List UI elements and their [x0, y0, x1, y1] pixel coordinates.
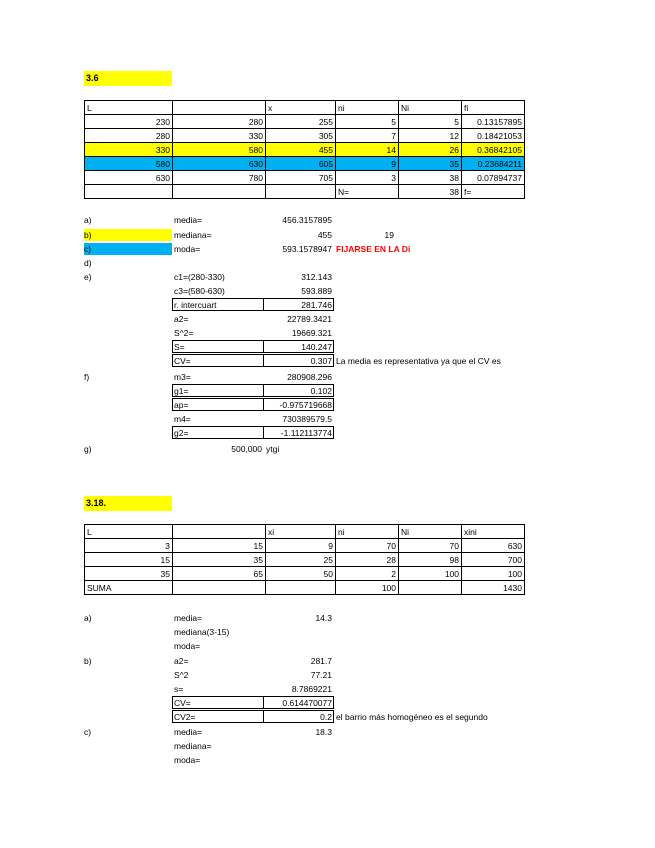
ap-value: -0.975719668	[279, 400, 332, 410]
table-cell: 700	[462, 553, 525, 567]
desviacion-value: 140.247	[301, 342, 332, 352]
desviacion-label: S=	[174, 342, 185, 352]
label-box	[172, 340, 264, 353]
header-cell: L	[85, 525, 173, 539]
media-label: media=	[174, 613, 203, 623]
table-cell: 70	[399, 539, 462, 553]
header-cell: xi	[266, 525, 336, 539]
m4-label: m4=	[174, 414, 191, 424]
table-row	[85, 129, 525, 143]
table-cell: 630	[173, 157, 266, 171]
sum-xini: 1430	[462, 581, 525, 595]
header-cell: fi	[462, 101, 525, 115]
header-cell: xini	[462, 525, 525, 539]
table-cell: 38	[399, 171, 462, 185]
table-cell: 580	[173, 143, 266, 157]
table-cell: 100	[399, 567, 462, 581]
item-letter-b: b)	[84, 229, 172, 241]
c1-value: 312.143	[301, 272, 332, 282]
moda-label: moda=	[174, 244, 201, 254]
table-cell: 280	[85, 129, 173, 143]
m4-value: 730389579.5	[282, 414, 332, 424]
item-letter-c: c)	[84, 727, 92, 737]
section-title-3-6: 3.6	[84, 71, 172, 86]
f-label: f=	[462, 185, 525, 199]
g2-value: -1.112113774	[280, 428, 332, 438]
item-letter-a: a)	[84, 613, 92, 623]
table-cell: 9	[336, 157, 399, 171]
table-cell: 580	[85, 157, 173, 171]
c1-label: c1=(280-330)	[174, 272, 225, 282]
cv2-value: 0.2	[320, 712, 332, 722]
table-row	[85, 171, 525, 185]
table-cell: 98	[399, 553, 462, 567]
g1-label: g1=	[174, 386, 189, 396]
table-cell: 5	[399, 115, 462, 129]
table-header-row	[85, 101, 525, 115]
header-cell: Ni	[399, 101, 462, 115]
a2-value: 22789.3421	[287, 314, 332, 324]
item-letter-a: a)	[84, 215, 92, 225]
table-cell: 780	[173, 171, 266, 185]
table-cell: 0.23684211	[462, 157, 525, 171]
table-cell: 630	[462, 539, 525, 553]
table-row	[85, 567, 525, 581]
table-cell: 35	[173, 553, 266, 567]
cv-note: La media es representativa ya que el CV es	[336, 356, 501, 366]
table-row	[85, 115, 525, 129]
varianza-label: S^2=	[174, 328, 194, 338]
a2-label: a2=	[174, 656, 189, 666]
table-cell: 280	[173, 115, 266, 129]
cv-note: el barrio más homogéneo es el segundo	[336, 712, 488, 722]
table-cell	[266, 185, 336, 199]
varianza-label: S^2	[174, 670, 189, 680]
table-cell: 0.18421053	[462, 129, 525, 143]
moda-label: moda=	[174, 641, 201, 651]
table-row-highlight-yellow	[85, 143, 525, 157]
cv-value: 0.614470077	[282, 698, 332, 708]
media-label: media=	[174, 727, 203, 737]
media-value: 14.3	[315, 613, 332, 623]
table-cell: 305	[266, 129, 336, 143]
desviacion-label: s=	[174, 684, 184, 694]
mediana-label: mediana=	[174, 741, 212, 751]
media-label: media=	[174, 215, 203, 225]
mediana-value: 455	[317, 230, 332, 240]
g-value: 500,000	[231, 444, 262, 454]
table-header-row	[85, 525, 525, 539]
table-cell: 35	[85, 567, 173, 581]
table-cell: 14	[336, 143, 399, 157]
media-value: 18.3	[315, 727, 332, 737]
cv-label: CV=	[174, 356, 191, 366]
header-cell: ni	[336, 525, 399, 539]
table-cell: 5	[336, 115, 399, 129]
g1-value: 0.102	[310, 386, 332, 396]
table-cell: 0.36842105	[462, 143, 525, 157]
media-value: 456.3157895	[282, 215, 332, 225]
ap-label: ap=	[174, 400, 189, 410]
sum-label: SUMA	[85, 581, 173, 595]
table-cell: 2	[336, 567, 399, 581]
mediana-extra-value: 19	[384, 230, 394, 240]
table-cell: 330	[85, 143, 173, 157]
moda-note: FIJARSE EN LA Di	[336, 244, 411, 254]
sum-ni: 100	[336, 581, 399, 595]
c3-label: c3=(580-630)	[174, 286, 225, 296]
table-cell: 7	[336, 129, 399, 143]
table-cell: 15	[173, 539, 266, 553]
table-cell: 630	[85, 171, 173, 185]
table-cell: 35	[399, 157, 462, 171]
table-cell: 50	[266, 567, 336, 581]
m3-value: 280908.296	[287, 372, 332, 382]
header-cell: Ni	[399, 525, 462, 539]
g2-label: g2=	[174, 428, 189, 438]
table-cell: 26	[399, 143, 462, 157]
moda-label: moda=	[174, 755, 201, 765]
frequency-table-3-18	[84, 524, 525, 595]
table-cell: 25	[266, 553, 336, 567]
cv-value: 0.307	[310, 356, 332, 366]
cv2-label: CV2=	[174, 712, 196, 722]
cv-label: CV=	[174, 698, 191, 708]
section-title-3-18: 3.18.	[84, 496, 172, 511]
a2-value: 281.7	[310, 656, 332, 666]
header-cell: x	[266, 101, 336, 115]
rango-intercuartilico-value: 281.746	[301, 300, 332, 310]
table-row	[85, 539, 525, 553]
table-cell	[399, 581, 462, 595]
table-cell: 28	[336, 553, 399, 567]
table-cell: 12	[399, 129, 462, 143]
table-cell: 0.07894737	[462, 171, 525, 185]
rango-intercuartilico-label: r. intercuart	[174, 300, 217, 310]
table-cell: 330	[173, 129, 266, 143]
g-text: ytgi	[266, 444, 280, 454]
table-cell: 605	[266, 157, 336, 171]
a2-label: a2=	[174, 314, 189, 324]
table-cell: 9	[266, 539, 336, 553]
table-cell: 0.13157895	[462, 115, 525, 129]
table-total-row	[85, 185, 525, 199]
header-cell: ni	[336, 101, 399, 115]
table-cell: 255	[266, 115, 336, 129]
item-letter-g: g)	[84, 444, 92, 454]
moda-value: 593.1578947	[282, 244, 332, 254]
table-sum-row	[85, 581, 525, 595]
n-label: N=	[336, 185, 399, 199]
table-cell	[173, 185, 266, 199]
table-cell	[266, 581, 336, 595]
header-cell: L	[85, 101, 173, 115]
varianza-value: 77.21	[310, 670, 332, 680]
item-letter-c: c)	[84, 243, 172, 255]
table-cell: 705	[266, 171, 336, 185]
header-cell	[173, 525, 266, 539]
table-cell: 3	[336, 171, 399, 185]
header-cell	[173, 101, 266, 115]
table-row	[85, 553, 525, 567]
table-row-highlight-blue	[85, 157, 525, 171]
n-value: 38	[399, 185, 462, 199]
table-cell: 70	[336, 539, 399, 553]
table-cell: 455	[266, 143, 336, 157]
table-cell: 65	[173, 567, 266, 581]
desviacion-value: 8.7869221	[291, 684, 332, 694]
table-cell: 230	[85, 115, 173, 129]
item-letter-b: b)	[84, 656, 92, 666]
mediana-label: mediana(3-15)	[174, 627, 230, 637]
frequency-table-3-6	[84, 100, 525, 199]
item-letter-e: e)	[84, 272, 92, 282]
item-letter-d: d)	[84, 258, 92, 268]
mediana-label: mediana=	[174, 230, 212, 240]
table-cell: 100	[462, 567, 525, 581]
table-cell	[173, 581, 266, 595]
item-letter-f: f)	[84, 372, 90, 382]
m3-label: m3=	[174, 372, 191, 382]
table-cell	[85, 185, 173, 199]
table-cell: 3	[85, 539, 173, 553]
c3-value: 593.889	[301, 286, 332, 296]
table-cell: 15	[85, 553, 173, 567]
varianza-value: 19669.321	[291, 328, 332, 338]
